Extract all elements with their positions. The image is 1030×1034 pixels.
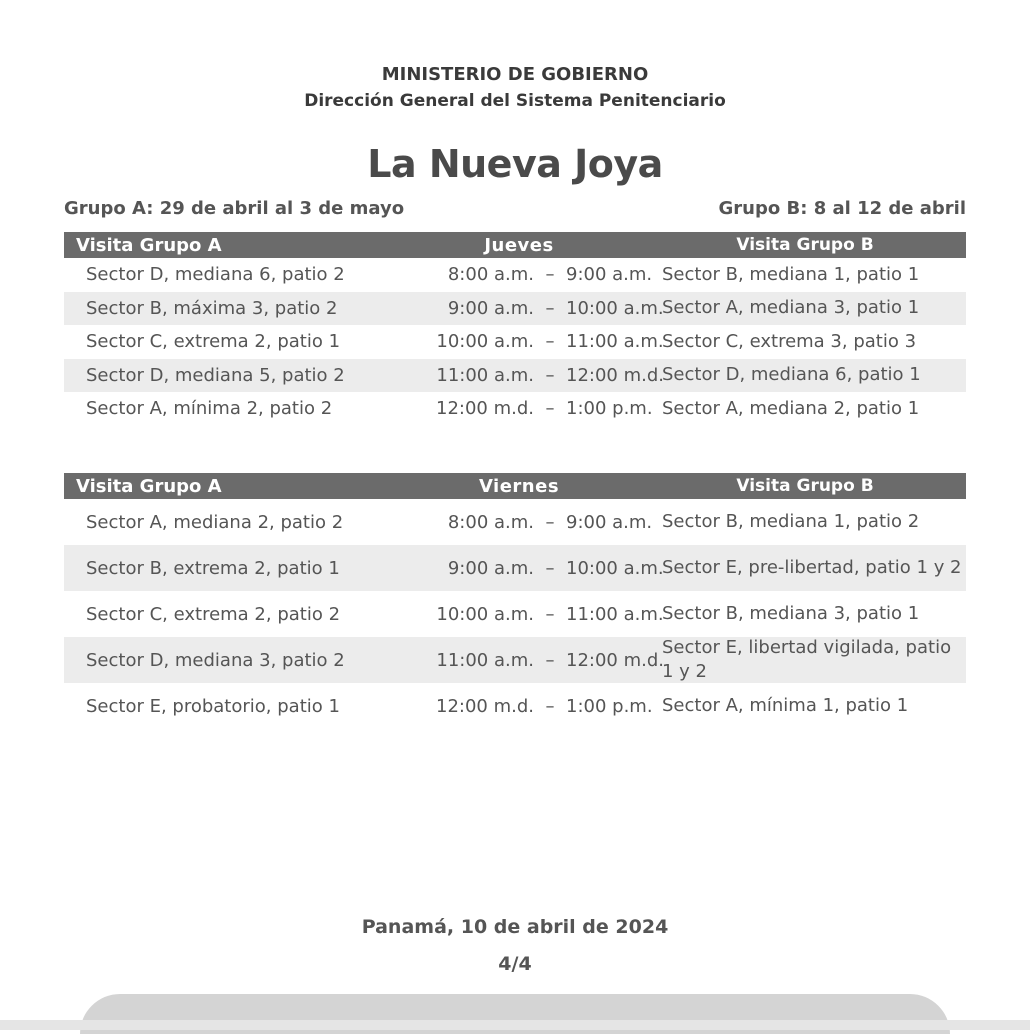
- direction-heading: Dirección General del Sistema Penitenciario: [304, 91, 726, 111]
- time-start: 11:00 a.m.: [436, 364, 534, 386]
- group-a-cell: Sector A, mediana 2, patio 2: [86, 511, 344, 533]
- time-dash: –: [545, 297, 555, 319]
- time-end: 1:00 p.m.: [566, 398, 653, 420]
- group-b-cell: Sector B, mediana 3, patio 1: [662, 603, 920, 624]
- time-cell: [394, 512, 662, 533]
- time-cell: [394, 650, 662, 671]
- table-row: [64, 292, 966, 326]
- group-a-dates: Grupo A: 29 de abril al 3 de mayo: [64, 198, 405, 219]
- time-start: 9:00 a.m.: [447, 297, 534, 319]
- time-cell: [394, 365, 662, 386]
- group-a-cell: Sector D, mediana 6, patio 2: [86, 264, 345, 286]
- time-end: 9:00 a.m.: [566, 264, 653, 286]
- time-dash: –: [545, 649, 555, 671]
- group-b-cell: Sector D, mediana 6, patio 1: [662, 364, 921, 386]
- time-start: 11:00 a.m.: [436, 649, 534, 671]
- time-dash: –: [545, 557, 555, 579]
- time-end: 12:00 m.d.: [566, 364, 664, 386]
- time-start: 10:00 a.m.: [436, 603, 534, 625]
- table-header: [64, 473, 966, 499]
- time-dash: –: [545, 398, 555, 420]
- time-cell: [394, 696, 662, 717]
- table-row: [64, 325, 966, 359]
- time-end: 11:00 a.m.: [566, 331, 664, 353]
- time-end: 10:00 a.m.: [566, 557, 664, 579]
- col-header-group-b: Visita Grupo B: [736, 476, 874, 496]
- col-header-day: Viernes: [478, 475, 560, 497]
- group-b-cell: Sector A, mínima 1, patio 1: [662, 695, 909, 716]
- time-start: 12:00 m.d.: [436, 398, 534, 420]
- table-row: [64, 637, 966, 683]
- bottom-decorative-bar: [0, 1020, 1030, 1030]
- time-dash: –: [545, 331, 555, 353]
- time-cell: [394, 398, 662, 419]
- group-a-cell: Sector C, extrema 2, patio 1: [86, 331, 341, 353]
- table-row: [64, 499, 966, 545]
- table-row: [64, 591, 966, 637]
- time-dash: –: [545, 264, 555, 286]
- col-header-group-a: Visita Grupo A: [76, 234, 222, 256]
- time-cell: [394, 298, 662, 319]
- time-cell: [394, 264, 662, 285]
- group-a-cell: Sector D, mediana 5, patio 2: [86, 364, 345, 386]
- footer-date: Panamá, 10 de abril de 2024: [361, 916, 669, 938]
- time-cell: [394, 558, 662, 579]
- time-start: 12:00 m.d.: [436, 695, 534, 717]
- group-a-cell: Sector E, probatorio, patio 1: [86, 695, 340, 717]
- time-end: 12:00 m.d.: [566, 649, 664, 671]
- time-start: 9:00 a.m.: [447, 557, 534, 579]
- group-b-cell: Sector A, mediana 3, patio 1: [662, 297, 920, 319]
- group-dates: [64, 198, 966, 219]
- col-header-group-b: Visita Grupo B: [736, 235, 874, 255]
- time-start: 8:00 a.m.: [447, 264, 534, 286]
- table-row: [64, 683, 966, 729]
- table-row: [64, 359, 966, 393]
- ministry-heading: MINISTERIO DE GOBIERNO: [381, 64, 649, 85]
- time-start: 10:00 a.m.: [436, 331, 534, 353]
- time-end: 1:00 p.m.: [566, 695, 653, 717]
- table-header: [64, 232, 966, 258]
- col-header-day: Jueves: [484, 234, 554, 256]
- table-row: [64, 258, 966, 292]
- page-title: La Nueva Joya: [367, 142, 663, 186]
- group-b-cell: Sector A, mediana 2, patio 1: [662, 397, 920, 419]
- table-row: [64, 545, 966, 591]
- group-b-cell: Sector B, mediana 1, patio 1: [662, 263, 920, 285]
- friday-schedule-table: [64, 473, 966, 729]
- group-a-cell: Sector B, máxima 3, patio 2: [86, 297, 338, 319]
- page-number: 4/4: [498, 953, 532, 975]
- time-end: 11:00 a.m.: [566, 603, 664, 625]
- group-b-cell: Sector C, extrema 3, patio 3: [662, 330, 917, 352]
- group-b-dates: Grupo B: 8 al 12 de abril: [718, 198, 966, 219]
- time-end: 10:00 a.m.: [566, 297, 664, 319]
- group-b-cell: Sector E, libertad vigilada, patio 1 y 2: [662, 637, 952, 682]
- time-cell: [394, 604, 662, 625]
- time-dash: –: [545, 695, 555, 717]
- group-b-cell: Sector E, pre-libertad, patio 1 y 2: [662, 557, 962, 578]
- time-cell: [394, 331, 662, 352]
- group-a-cell: Sector C, extrema 2, patio 2: [86, 603, 341, 625]
- time-start: 8:00 a.m.: [447, 511, 534, 533]
- time-dash: –: [545, 603, 555, 625]
- group-a-cell: Sector D, mediana 3, patio 2: [86, 649, 345, 671]
- group-a-cell: Sector B, extrema 2, patio 1: [86, 557, 340, 579]
- group-a-cell: Sector A, mínima 2, patio 2: [86, 398, 333, 420]
- time-end: 9:00 a.m.: [566, 511, 653, 533]
- col-header-group-a: Visita Grupo A: [76, 475, 222, 497]
- group-b-cell: Sector B, mediana 1, patio 2: [662, 511, 920, 532]
- table-row: [64, 392, 966, 426]
- thursday-schedule-table: [64, 232, 966, 426]
- time-dash: –: [545, 511, 555, 533]
- time-dash: –: [545, 364, 555, 386]
